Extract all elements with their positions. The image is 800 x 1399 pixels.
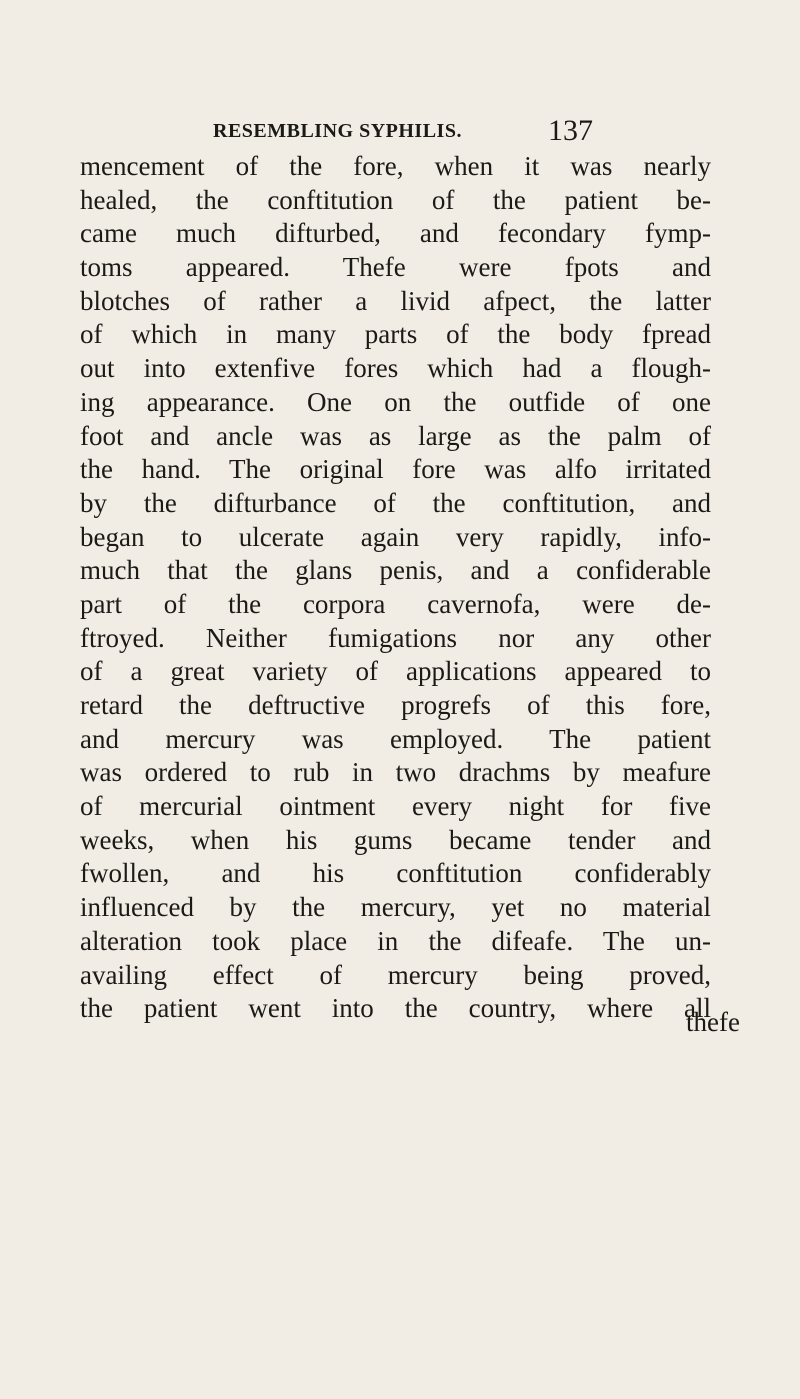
text-line: mencement of the fore, when it was nearly bbox=[80, 151, 711, 181]
text-line: healed, the conftitution of the patient be- bbox=[80, 184, 711, 215]
text-line: of mercurial ointment every night for five bbox=[80, 791, 711, 822]
text-line: retard the deftructive progrefs of this fore, bbox=[80, 690, 711, 720]
text-line: the hand. The original fore was alfo irritated bbox=[80, 454, 711, 485]
catchword: thefe bbox=[686, 1007, 740, 1037]
text-line: out into extenfive fores which had a flough- bbox=[80, 353, 711, 384]
text-line: much that the glans penis, and a confiderable bbox=[80, 555, 711, 586]
text-line: ing appearance. One on the outfide of one bbox=[80, 386, 711, 417]
text-line: by the difturbance of the conftitution, and bbox=[80, 487, 711, 518]
text-line: ftroyed. Neither fumigations nor any other bbox=[80, 622, 711, 653]
text-line: was ordered to rub in two drachms by meafure bbox=[80, 757, 711, 788]
text-line: the patient went into the country, where all bbox=[80, 993, 711, 1024]
running-head: RESEMBLING SYPHILIS. bbox=[213, 120, 462, 142]
text-line: toms appeared. Thefe were fpots and bbox=[80, 252, 711, 283]
text-line: influenced by the mercury, yet no material bbox=[80, 892, 711, 923]
text-line: of a great variety of applications appeared to bbox=[80, 656, 711, 687]
body-text bbox=[80, 150, 740, 1037]
text-line: availing effect of mercury being proved, bbox=[80, 959, 711, 990]
text-line: and mercury was employed. The patient bbox=[80, 723, 711, 754]
text-line: alteration took place in the difeafe. The un- bbox=[80, 925, 711, 956]
text-line: foot and ancle was as large as the palm of bbox=[80, 420, 711, 451]
text-line: of which in many parts of the body fpread bbox=[80, 319, 711, 350]
page-header bbox=[0, 114, 800, 150]
text-line: began to ulcerate again very rapidly, info- bbox=[80, 521, 711, 552]
text-line: blotches of rather a livid afpect, the latter bbox=[80, 285, 711, 316]
page-number: 137 bbox=[548, 114, 593, 147]
text-line: weeks, when his gums became tender and bbox=[80, 824, 711, 855]
text-line: came much difturbed, and fecondary fymp- bbox=[80, 218, 711, 249]
text-line: fwollen, and his conftitution confiderably bbox=[80, 858, 711, 889]
text-line: part of the corpora cavernofa, were de- bbox=[80, 588, 711, 619]
